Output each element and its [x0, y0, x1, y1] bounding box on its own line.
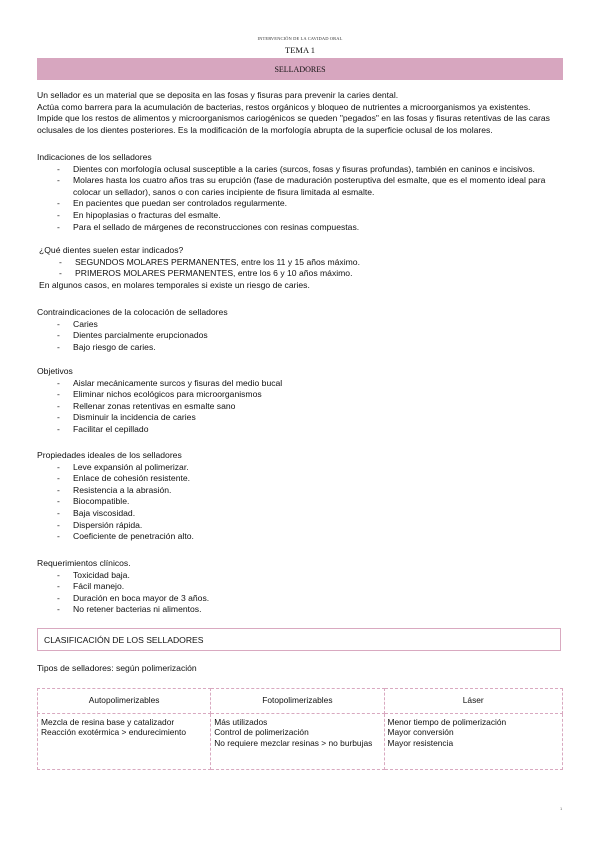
list-item: - Leve expansión al polimerizar.: [37, 462, 567, 474]
contraindicaciones-section: [37, 307, 567, 353]
table-cell: [38, 713, 211, 769]
list-item: - Biocompatible.: [37, 496, 567, 508]
list-item: - Duración en boca mayor de 3 años.: [37, 593, 567, 605]
intro-paragraph: Actúa como barrera para la acumulación de bacterias, restos orgánicos y bloqueo de nutrientes a microorganismos ya existentes.: [37, 101, 531, 112]
page-number: 1: [560, 806, 563, 811]
propiedades-section: [37, 450, 567, 543]
page-title: SELLADORES: [274, 64, 326, 74]
selladores-table: [37, 688, 563, 770]
list-item: - Enlace de cohesión resistente.: [37, 473, 567, 485]
indicaciones-section: [37, 152, 567, 233]
list-item: - Eliminar nichos ecológicos para microorganismos: [37, 389, 567, 401]
intro-paragraph: Impide que los restos de alimentos y microorganismos cariogénicos se queden "pegados" en las fosas y fisuras retentivas de las caras oclusales de los dientes posteriores. Es la modificación de la morfología abrupta de la superficie oclusal de los molares.: [37, 113, 550, 135]
list-item: - SEGUNDOS MOLARES PERMANENTES, entre los 11 y 15 años máximo.: [39, 257, 569, 269]
section-heading: CLASIFICACIÓN DE LOS SELLADORES: [44, 634, 204, 645]
cell-line: Mayor resistencia: [387, 737, 454, 748]
list-item: - Dientes con morfología oclusal susceptible a la caries (surcos, fosas y fisuras profundas), también en caninos e incisivos.: [37, 164, 567, 176]
cell-line: Más utilizados: [214, 716, 268, 727]
column-header: Fotopolimerizables: [211, 689, 384, 714]
section-heading: Indicaciones de los selladores: [37, 152, 152, 162]
cell-line: Menor tiempo de polimerización: [387, 716, 507, 727]
list-item: - PRIMEROS MOLARES PERMANENTES, entre los 6 y 10 años máximo.: [39, 268, 569, 280]
cell-line: Mezcla de resina base y catalizador: [41, 716, 175, 727]
list-item: - Para el sellado de márgenes de reconstrucciones con resinas compuestas.: [37, 222, 567, 234]
clasificacion-heading-box: [37, 628, 561, 651]
list-item: - No retener bacterias ni alimentos.: [37, 604, 567, 616]
course-header: INTERVENCIÓN DE LA CAVIDAD ORAL: [257, 36, 343, 41]
page-title-bar: [37, 58, 563, 80]
column-header: Láser: [384, 689, 563, 714]
list-item: - Toxicidad baja.: [37, 570, 567, 582]
section-heading: Objetivos: [37, 366, 73, 376]
list-item: - Caries: [37, 319, 567, 331]
list-item: - Aislar mecánicamente surcos y fisuras del medio bucal: [37, 378, 567, 390]
list-item: - Molares hasta los cuatro años tras su erupción (fase de maduración posteruptiva del esmalte, que es el momento ideal para colocar un sellador), sanos o con caries incipiente de fisura limitada al esmalte.: [37, 175, 567, 198]
note: En algunos casos, en molares temporales si existe un riesgo de caries.: [39, 279, 310, 290]
section-heading: Propiedades ideales de los selladores: [37, 450, 182, 460]
cell-line: No requiere mezclar resinas > no burbujas: [214, 737, 373, 748]
list-item: - Fácil manejo.: [37, 581, 567, 593]
list-item: - Bajo riesgo de caries.: [37, 342, 567, 354]
tema-label: TEMA 1: [285, 45, 315, 55]
list-item: - Rellenar zonas retentivas en esmalte sano: [37, 401, 567, 413]
table-cell: [211, 713, 384, 769]
list-item: - Dispersión rápida.: [37, 520, 567, 532]
list-item: - Dientes parcialmente erupcionados: [37, 330, 567, 342]
objetivos-section: [37, 366, 567, 436]
table-header-row: [38, 689, 563, 714]
requerimientos-section: [37, 558, 567, 616]
section-heading: Requerimientos clínicos.: [37, 558, 131, 568]
list-item: - Baja viscosidad.: [37, 508, 567, 520]
list-item: - Facilitar el cepillado: [37, 424, 567, 436]
intro-paragraph: Un sellador es un material que se deposita en las fosas y fisuras para prevenir la caries dental.: [37, 90, 399, 100]
list-item: - En pacientes que puedan ser controlados regularmente.: [37, 198, 567, 210]
table-row: [38, 713, 563, 769]
cell-line: Control de polimerización: [214, 727, 309, 737]
list-item: - Resistencia a la abrasión.: [37, 485, 567, 497]
clasificacion-subtitle: Tipos de selladores: según polimerización: [37, 663, 197, 673]
list-item: - En hipoplasias o fracturas del esmalte.: [37, 210, 567, 222]
section-heading: ¿Qué dientes suelen estar indicados?: [39, 245, 184, 255]
intro-section: [37, 90, 567, 136]
list-item: - Coeficiente de penetración alto.: [37, 531, 567, 543]
cell-line: Reacción exotérmica > endurecimiento: [41, 727, 187, 737]
table-cell: [384, 713, 563, 769]
column-header: Autopolimerizables: [38, 689, 211, 714]
cell-line: Mayor conversión: [387, 727, 454, 737]
list-item: - Disminuir la incidencia de caries: [37, 412, 567, 424]
dientes-section: [39, 245, 569, 291]
section-heading: Contraindicaciones de la colocación de selladores: [37, 307, 228, 317]
